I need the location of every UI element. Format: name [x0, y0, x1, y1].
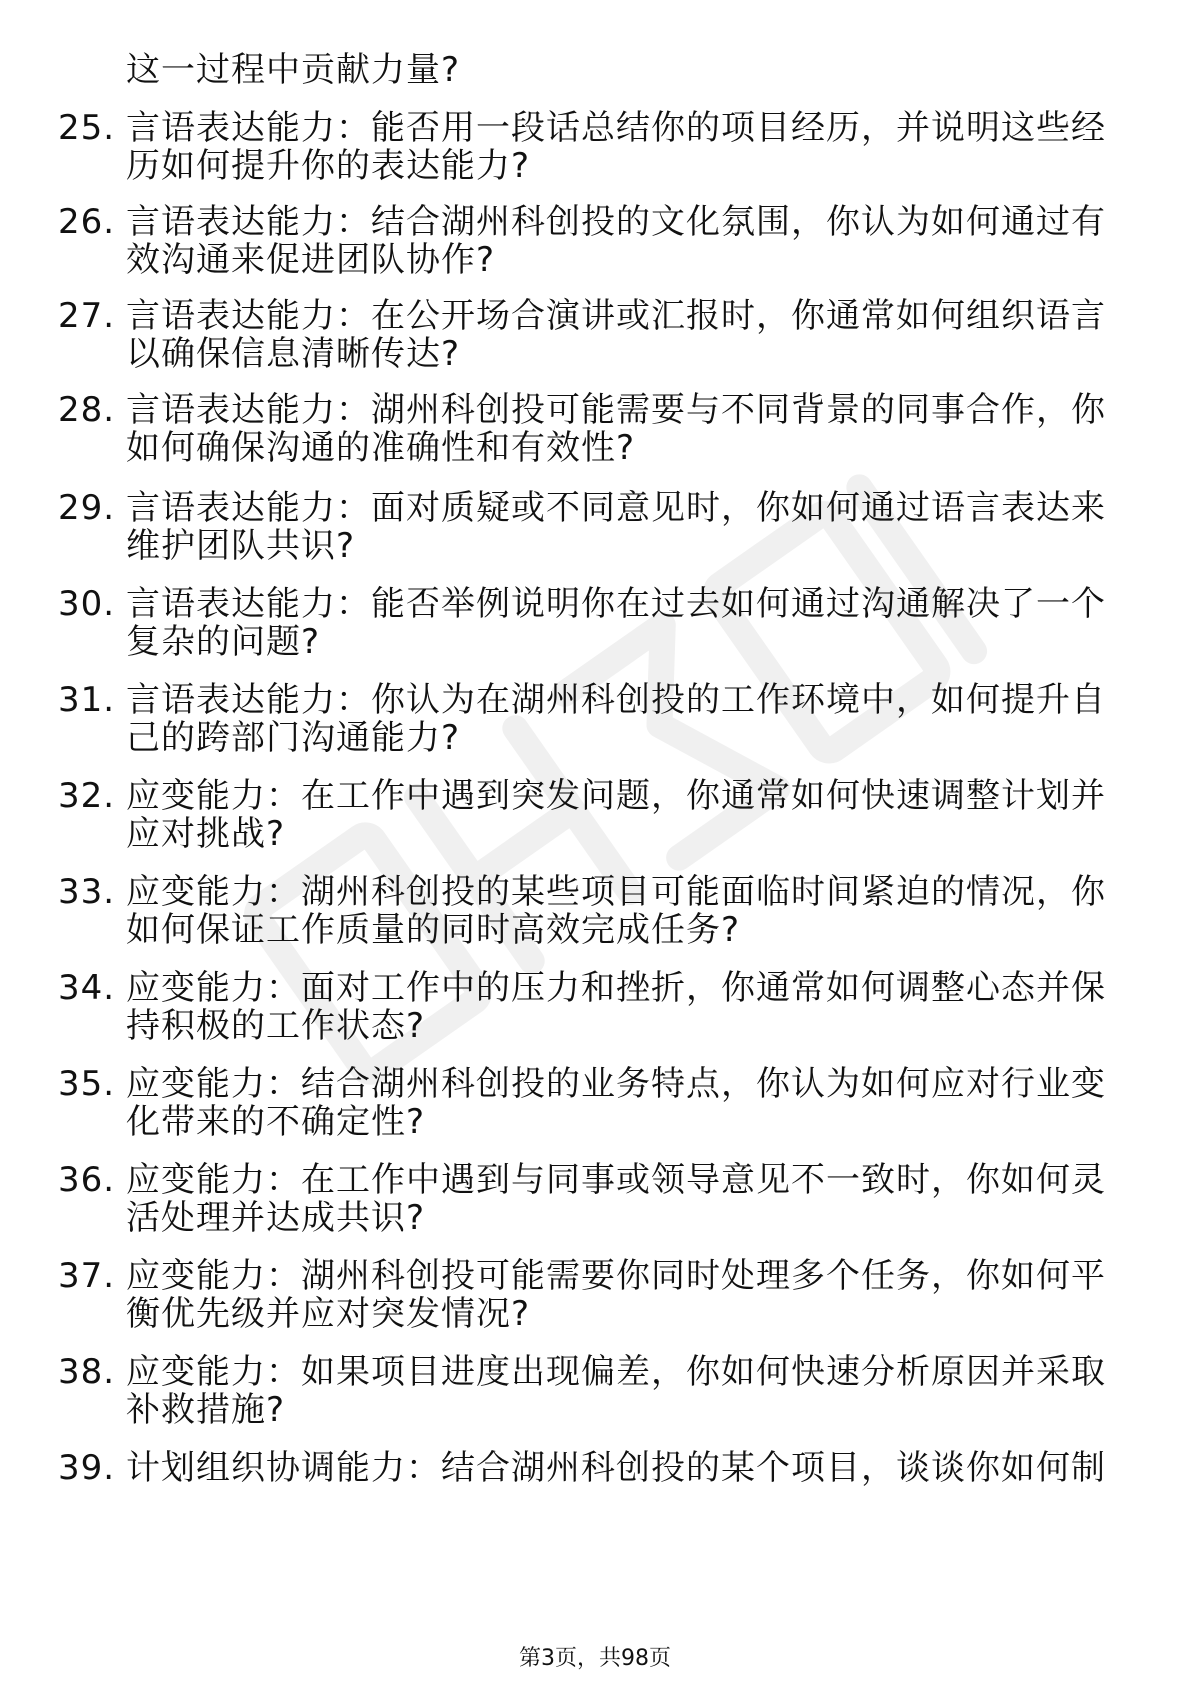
item-text-line: 持积极的工作状态?: [126, 1006, 426, 1046]
item-number: 37.: [58, 1256, 116, 1296]
item-text-line: 如何保证工作质量的同时高效完成任务?: [126, 910, 741, 950]
item-text-line: 效沟通来促进团队协作?: [126, 240, 496, 280]
item-number: 29.: [58, 488, 116, 528]
item-text-line: 化带来的不确定性?: [126, 1102, 426, 1142]
item-text-line: 补救措施?: [126, 1390, 286, 1430]
item-number: 26.: [58, 202, 116, 242]
item-number: 32.: [58, 776, 116, 816]
item-number: 30.: [58, 584, 116, 624]
item-number: 38.: [58, 1352, 116, 1392]
item-text-line: 应变能力：如果项目进度出现偏差，你如何快速分析原因并采取: [126, 1352, 1106, 1392]
item-text-line: 如何确保沟通的准确性和有效性?: [126, 428, 636, 468]
item-text-line: 言语表达能力：结合湖州科创投的文化氛围，你认为如何通过有: [126, 202, 1106, 242]
item-text-line: 应变能力：湖州科创投的某些项目可能面临时间紧迫的情况，你: [126, 872, 1106, 912]
item-number: 35.: [58, 1064, 116, 1104]
item-number: 34.: [58, 968, 116, 1008]
item-text-line: 言语表达能力：面对质疑或不同意见时，你如何通过语言表达来: [126, 488, 1106, 528]
item-text-line: 计划组织协调能力：结合湖州科创投的某个项目，谈谈你如何制: [126, 1448, 1106, 1488]
item-number: 36.: [58, 1160, 116, 1200]
item-text-line: 言语表达能力：你认为在湖州科创投的工作环境中，如何提升自: [126, 680, 1106, 720]
item-text-line: 复杂的问题?: [126, 622, 321, 662]
item-text-line: 言语表达能力：在公开场合演讲或汇报时，你通常如何组织语言: [126, 296, 1106, 336]
item-text-line: 应变能力：在工作中遇到与同事或领导意见不一致时，你如何灵: [126, 1160, 1106, 1200]
item-text-line: 言语表达能力：能否举例说明你在过去如何通过沟通解决了一个: [126, 584, 1106, 624]
item-text-line: 己的跨部门沟通能力?: [126, 718, 461, 758]
item-number: 31.: [58, 680, 116, 720]
item-text-line: 活处理并达成共识?: [126, 1198, 426, 1238]
item-text-line: 应变能力：结合湖州科创投的业务特点，你认为如何应对行业变: [126, 1064, 1106, 1104]
item-number: 28.: [58, 390, 116, 430]
item-text-line: 维护团队共识?: [126, 526, 356, 566]
item-text-line: 应变能力：湖州科创投可能需要你同时处理多个任务，你如何平: [126, 1256, 1106, 1296]
item-text-line: 应变能力：面对工作中的压力和挫折，你通常如何调整心态并保: [126, 968, 1106, 1008]
item-text-line: 这一过程中贡献力量?: [126, 50, 461, 90]
item-text-line: 言语表达能力：湖州科创投可能需要与不同背景的同事合作，你: [126, 390, 1106, 430]
item-number: 27.: [58, 296, 116, 336]
item-text-line: 应对挑战?: [126, 814, 286, 854]
item-number: 39.: [58, 1448, 116, 1488]
item-text-line: 以确保信息清晰传达?: [126, 334, 461, 374]
item-number: 33.: [58, 872, 116, 912]
item-text-line: 言语表达能力：能否用一段话总结你的项目经历，并说明这些经: [126, 108, 1106, 148]
item-text-line: 历如何提升你的表达能力?: [126, 146, 531, 186]
item-text-line: 衡优先级并应对突发情况?: [126, 1294, 531, 1334]
item-text-line: 应变能力：在工作中遇到突发问题，你通常如何快速调整计划并: [126, 776, 1106, 816]
item-number: 25.: [58, 108, 116, 148]
page-number-footer: 第3页，共98页: [519, 1646, 671, 1671]
